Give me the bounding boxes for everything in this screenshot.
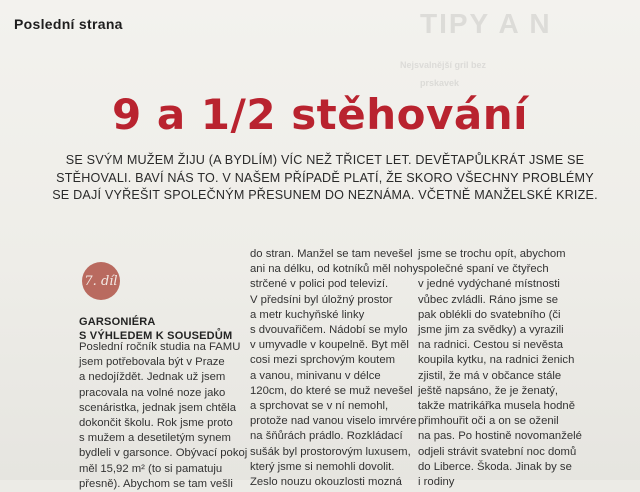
- text-line: ještě napsáno, že je ženatý,: [418, 384, 559, 397]
- text-line: V předsíni byl úložný prostor: [250, 293, 393, 306]
- text-line: pracovala na volné noze jako: [79, 386, 226, 399]
- bleed-line-2: prskavek: [420, 78, 460, 88]
- subhead-line-1: GARSONIÉRA: [79, 316, 156, 328]
- text-line: a sprchovat se v ní nemohl,: [250, 400, 389, 413]
- text-line: Poslední ročník studia na FAMU: [79, 341, 241, 353]
- column-3: [418, 247, 618, 490]
- column-2: [250, 247, 425, 490]
- text-line: do Liberce. Škoda. Jinak by se: [418, 460, 572, 473]
- text-line: do stran. Manžel se tam nevešel: [250, 248, 413, 260]
- text-line: strčené v polici pod televizí.: [250, 278, 389, 291]
- text-line: Zeslo nouzu okouzlosti mozná: [250, 476, 402, 489]
- text-line: společné spaní ve čtyřech: [418, 263, 549, 276]
- text-line: který jsme si nemohli dovolit.: [250, 460, 395, 473]
- text-line: bydleli v garsonce. Obývací pokoj: [79, 447, 248, 460]
- text-line: cosi mezi sprchovým koutem: [250, 354, 396, 367]
- section-label: Poslední strana: [14, 16, 123, 32]
- section-subhead: [79, 315, 232, 343]
- text-line: v jedné vydýchané místnosti: [418, 278, 560, 291]
- text-line: ani na délku, od kotníků měl nohy: [250, 263, 419, 276]
- column-1-body: [79, 340, 247, 492]
- text-line: odjeli strávit svatební noc domů: [418, 445, 577, 458]
- text-line: scenáristka, jednak jsem chtěla: [79, 401, 236, 414]
- text-line: s dvouvařičem. Nádobí se mylo: [250, 324, 408, 337]
- text-line: dokončit školu. Rok jsme proto: [79, 417, 233, 430]
- bleed-heading: TIPY A N: [420, 8, 552, 39]
- text-line: v umyvadle v koupelně. Byt měl: [250, 339, 409, 352]
- text-line: přimhouřit oči a on se oženil: [418, 415, 559, 428]
- text-line: na šňůrách prádlo. Rozkládací: [250, 430, 403, 443]
- text-line: sušák byl prostorovým luxusem,: [250, 445, 411, 458]
- article-title: 9 a 1/2 stěhování: [111, 90, 529, 139]
- text-line: s mužem a desetiletým synem: [79, 432, 231, 445]
- text-line: takže matrikářka musela hodně: [418, 400, 575, 413]
- bleed-line-1: Nejsvalnější gril bez: [400, 60, 487, 70]
- subhead-line-2: S VÝHLEDEM K SOUSEDŮM: [79, 330, 233, 342]
- text-line: jsme se trochu opít, abychom: [418, 248, 566, 260]
- text-line: na pas. Po hostině novomanželé: [418, 430, 582, 443]
- text-line: přesně). Abychom se tam vešli: [79, 477, 233, 490]
- article-lede: SE SVÝM MUŽEM ŽIJU (A BYDLÍM) VÍC NEŽ TŘICET LET. DEVĚTAPŮLKRÁT JSME SE STĚHOVALI. BAVÍ NÁS TO. V NAŠEM PŘÍPADĚ PLATÍ, ŽE SKORO VŠECHNY PROBLÉMY SE DAJÍ VYŘEŠIT SPOLEČNÝM PŘESUNEM DO NEZNÁMA. VČETNĚ MANŽELSKÉ KRIZE.: [52, 153, 598, 202]
- text-line: pak oblékli do svatebního (či: [418, 308, 561, 321]
- text-line: zjistil, že má v občance stále: [418, 369, 562, 382]
- text-line: a nedojíždět. Jednak už jsem: [79, 371, 226, 384]
- text-line: protože nad vanou viselo imrvére: [250, 415, 417, 428]
- text-line: a vanou, minivanu v délce: [250, 369, 381, 382]
- text-line: koupila kytku, na radnici ženich: [418, 354, 575, 367]
- text-line: měl 15,92 m² (to si pamatuju: [79, 462, 223, 475]
- text-line: a metr kuchyňské linky: [250, 308, 365, 321]
- text-line: i rodiny: [418, 476, 455, 489]
- text-line: vůbec zvládli. Ráno jsme se: [418, 293, 559, 306]
- text-line: 120cm, do které se muž nevešel: [250, 384, 413, 397]
- part-badge: 7. díl: [82, 262, 120, 300]
- text-line: na radnici. Cestou si nevěsta: [418, 339, 564, 352]
- text-line: jsme jim za svědky) a vyrazili: [418, 324, 564, 337]
- text-line: jsem potřebovala být v Praze: [79, 356, 225, 369]
